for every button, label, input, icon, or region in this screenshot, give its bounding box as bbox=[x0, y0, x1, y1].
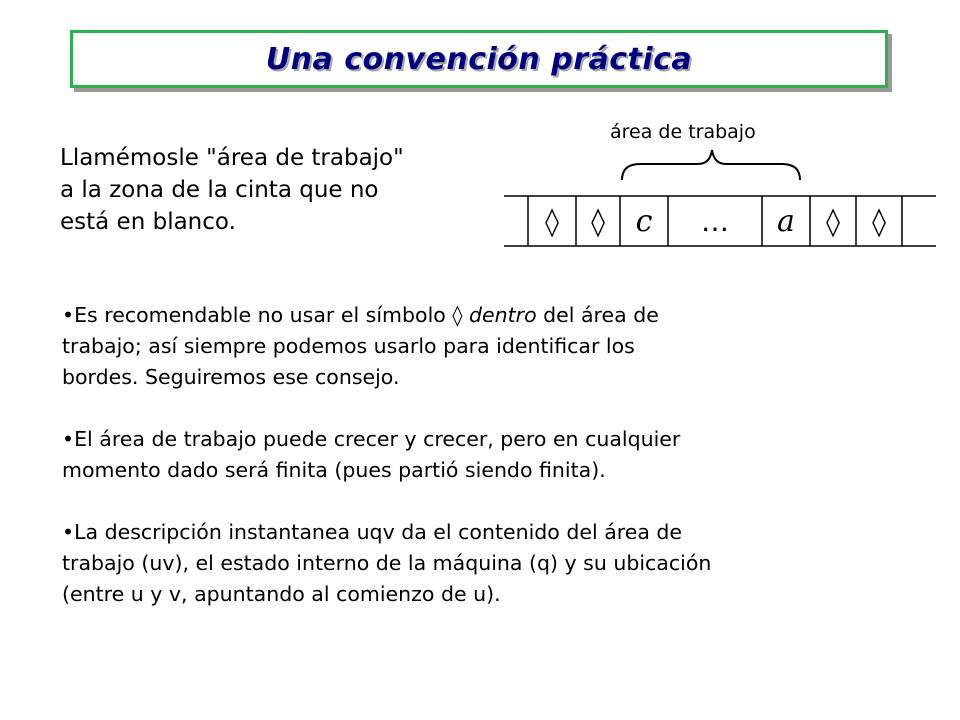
bullet-line: trabajo; así siempre podemos usarlo para identificar los bbox=[62, 334, 635, 358]
tape-cell-a: a bbox=[777, 203, 795, 239]
tape-cell-blank: ◊ bbox=[872, 204, 886, 238]
bullet-item bbox=[62, 300, 922, 393]
work-area-label: área de trabajo bbox=[610, 121, 756, 143]
slide-title: Una convención práctica bbox=[265, 41, 693, 77]
bullet-item bbox=[62, 424, 922, 486]
intro-line-2: a la zona de la cinta que no bbox=[60, 177, 379, 203]
intro-line-3: está en blanco. bbox=[60, 209, 236, 235]
bullet-line: momento dado será finita (pues partió siendo finita). bbox=[62, 458, 606, 482]
intro-text bbox=[60, 142, 500, 238]
tape-cell-ellipsis: … bbox=[701, 204, 729, 238]
title-banner bbox=[70, 30, 888, 88]
tape-cell-blank: ◊ bbox=[826, 204, 840, 238]
bullet-line bbox=[62, 300, 922, 331]
curly-brace-icon bbox=[618, 146, 804, 182]
tape-cell-blank: ◊ bbox=[591, 204, 605, 238]
intro-line-1: Llamémosle "área de trabajo" bbox=[60, 145, 404, 171]
emphasis-run: dentro bbox=[469, 303, 537, 327]
text-run: del área de bbox=[536, 303, 659, 327]
bullet-line: •El área de trabajo puede crecer y crecer, pero en cualquier bbox=[62, 427, 681, 451]
tape-cell-c: c bbox=[635, 203, 653, 239]
bullet-line: (entre u y v, apuntando al comienzo de u). bbox=[62, 582, 501, 606]
bullet-line: bordes. Seguiremos ese consejo. bbox=[62, 365, 400, 389]
bullet-line: •La descripción instantanea uqv da el contenido del área de bbox=[62, 520, 683, 544]
bullet-item bbox=[62, 517, 922, 610]
tape-figure bbox=[504, 195, 936, 247]
tape-cell-blank: ◊ bbox=[545, 204, 559, 238]
bullet-line: trabajo (uv), el estado interno de la máquina (q) y su ubicación bbox=[62, 551, 712, 575]
text-run: •Es recomendable no usar el símbolo ◊ bbox=[62, 303, 469, 327]
bullet-list bbox=[62, 300, 922, 641]
